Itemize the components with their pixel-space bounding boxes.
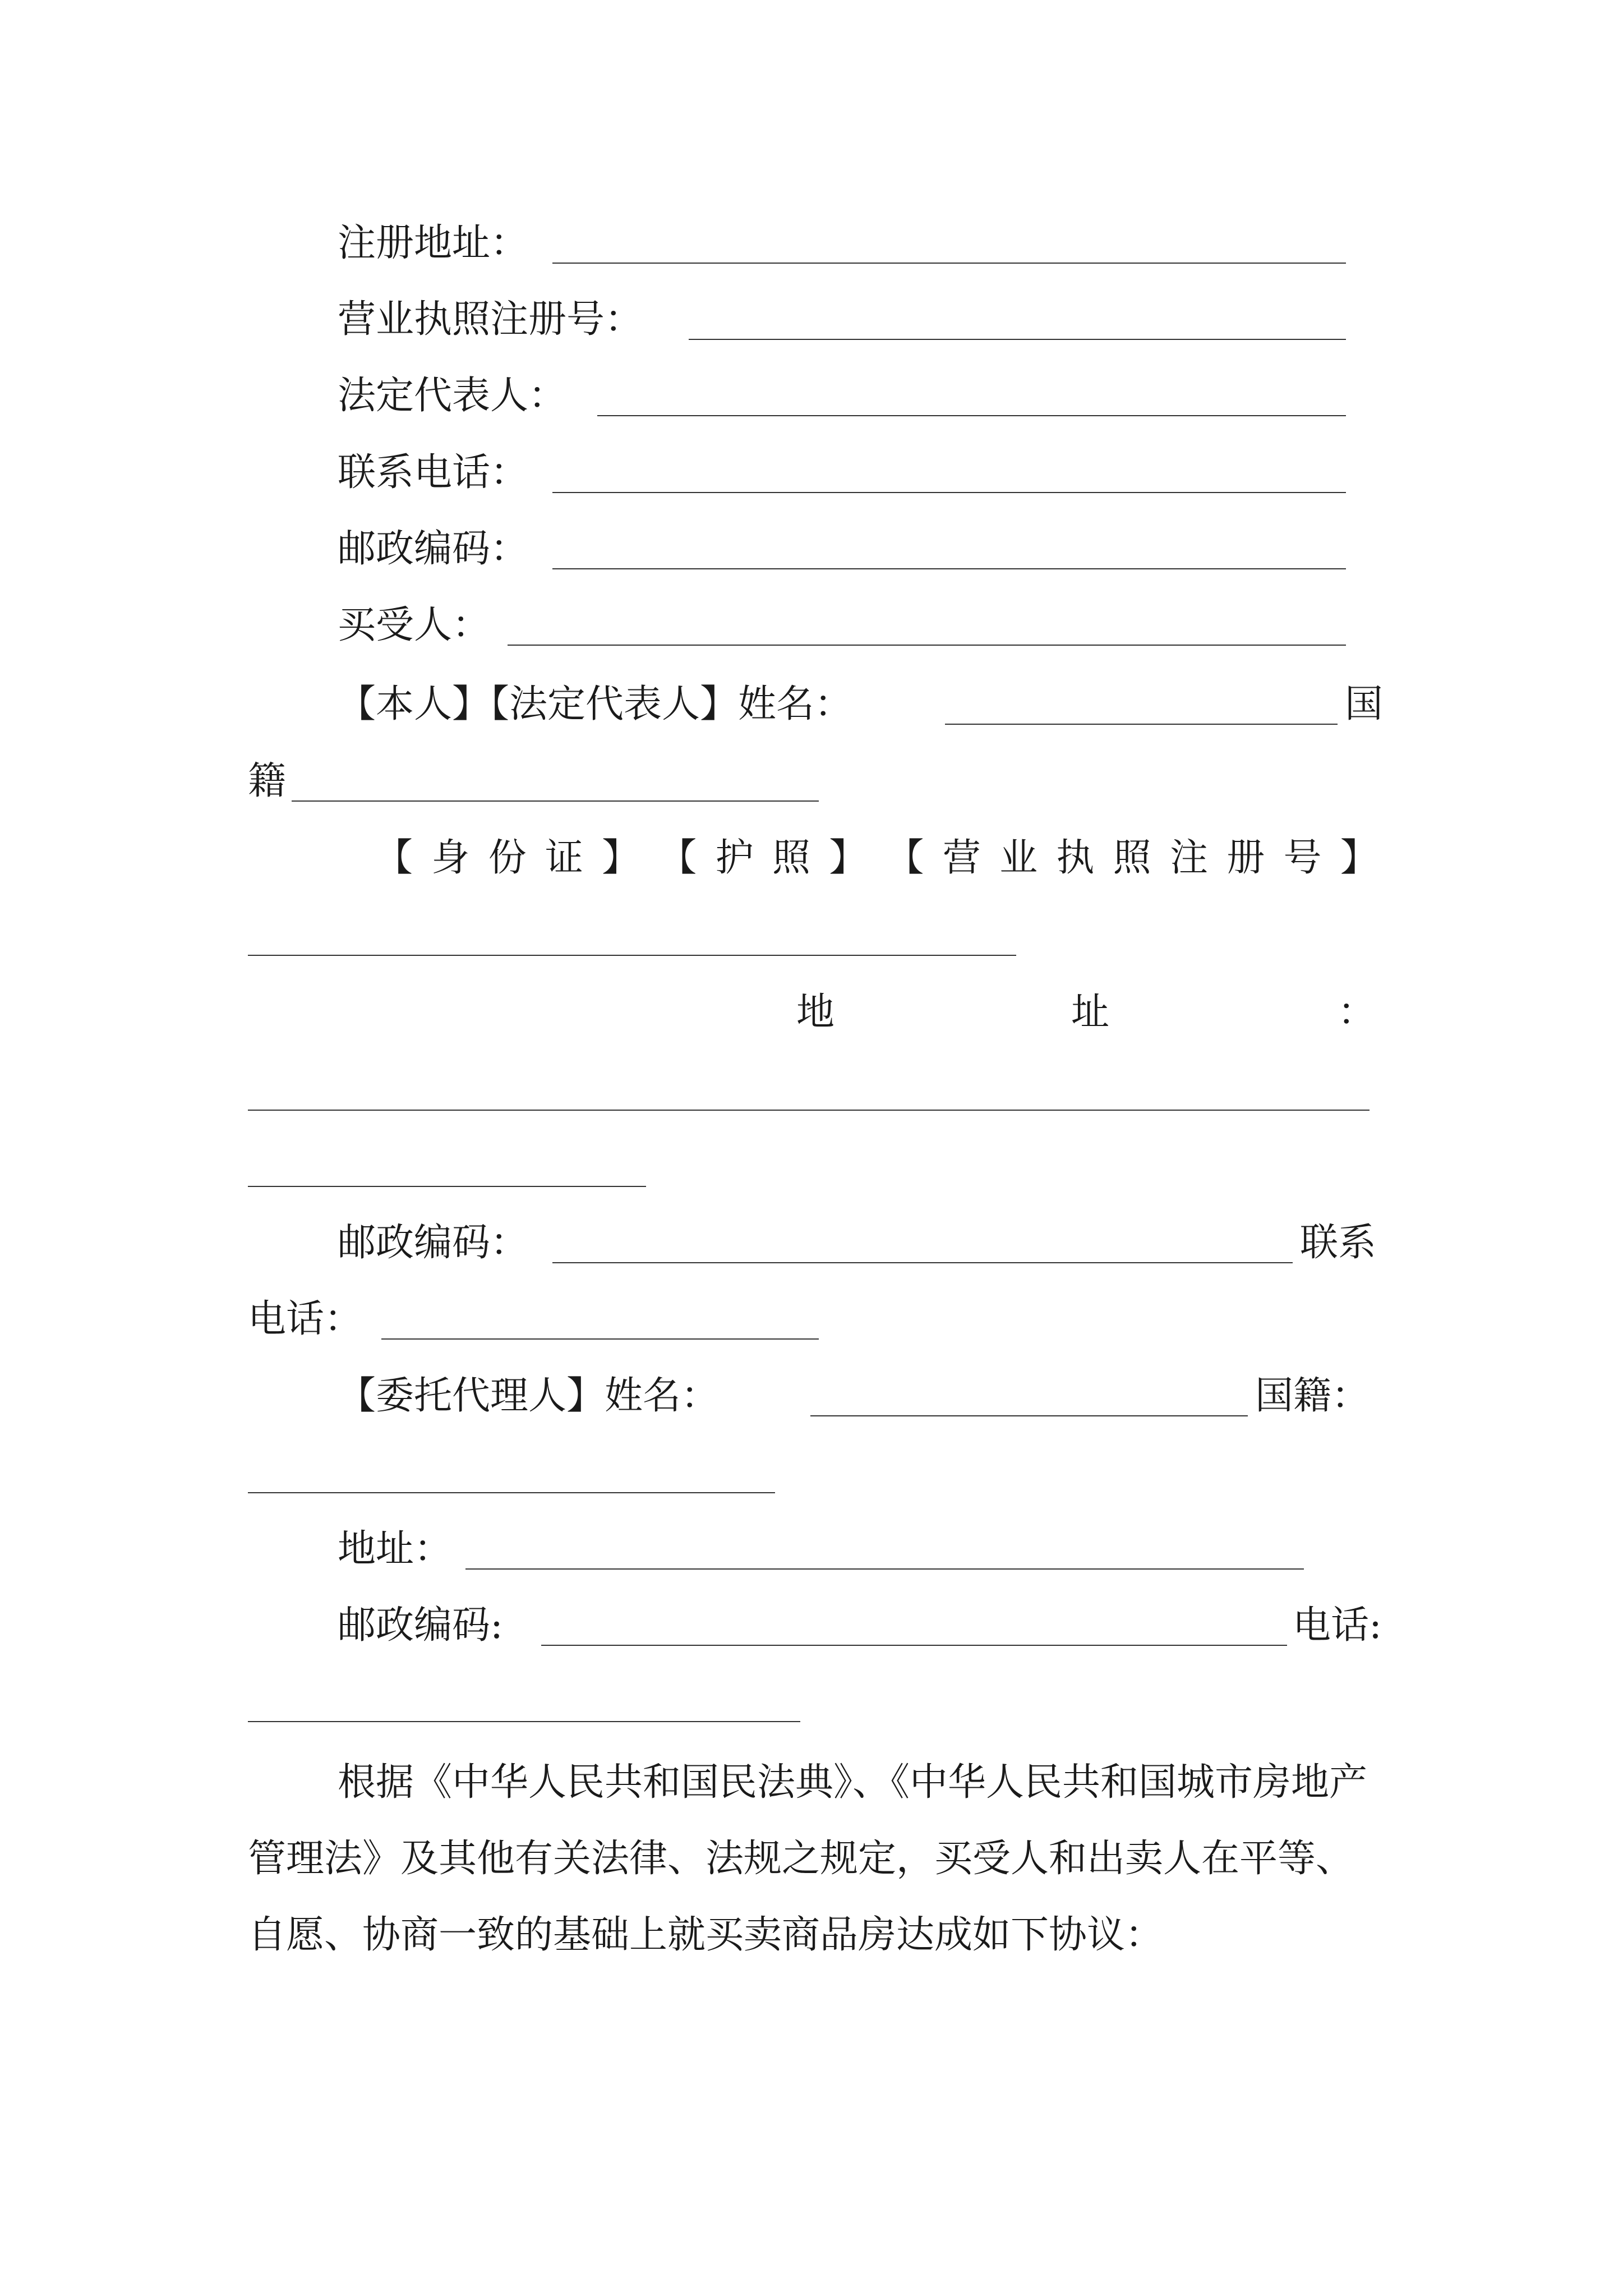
agent-name-label: 【委托代理人】姓名： [338, 1374, 720, 1418]
buyer-address-field-1[interactable] [248, 1110, 1370, 1111]
agent-postcode-label: 邮政编码: [338, 1603, 503, 1648]
buyer-id-type-label: 【 身 份 证 】 【 护 照 】 【 营 业 执 照 注 册 号 】 [375, 836, 1378, 880]
agent-nationality-label: 国籍： [1255, 1374, 1370, 1418]
seller-postcode-label: 邮政编码： [338, 527, 529, 571]
agent-address-field[interactable] [465, 1568, 1304, 1570]
buyer-nationality-label-2: 籍 [248, 759, 287, 803]
reg-address-label: 注册地址： [338, 221, 529, 265]
agent-postcode-field[interactable] [541, 1645, 1287, 1646]
buyer-phone-field[interactable] [381, 1338, 819, 1340]
seller-phone-field[interactable] [552, 492, 1346, 493]
reg-address-field[interactable] [552, 263, 1346, 264]
agent-name-field[interactable] [810, 1415, 1248, 1416]
legal-rep-label: 法定代表人： [338, 374, 567, 418]
buyer-heading: 买受人： [338, 603, 491, 647]
buyer-address-char-3: ： [1338, 990, 1376, 1034]
agreement-text: 根据《中华人民共和国民法典》、《中华人民共和国城市房地产管理法》及其他有关法律、法规之规定，买受人和出卖人在平等、自愿、协商一致的基础上就买卖商品房达成如下协议： [248, 1760, 1368, 1957]
buyer-nationality-field[interactable] [292, 800, 819, 802]
agent-address-label: 地址： [338, 1527, 453, 1571]
agent-phone-field[interactable] [248, 1721, 800, 1722]
buyer-name-field[interactable] [945, 724, 1338, 725]
agent-nationality-field[interactable] [248, 1492, 775, 1493]
legal-rep-field[interactable] [597, 415, 1346, 416]
buyer-phone-label-1: 联系 [1300, 1221, 1377, 1265]
buyer-postcode-label: 邮政编码： [338, 1221, 529, 1265]
buyer-field[interactable] [508, 645, 1346, 646]
agent-phone-label: 电话: [1293, 1603, 1382, 1648]
buyer-postcode-field[interactable] [552, 1262, 1293, 1263]
agreement-paragraph [248, 1745, 1386, 1973]
buyer-nationality-label-1: 国 [1345, 682, 1384, 726]
buyer-phone-label-2: 电话： [248, 1297, 363, 1341]
buyer-address-field-2[interactable] [248, 1186, 646, 1187]
seller-postcode-field[interactable] [552, 568, 1346, 569]
license-no-field[interactable] [689, 339, 1346, 340]
buyer-address-char-2: 址 [1071, 990, 1110, 1034]
license-no-label: 营业执照注册号： [338, 297, 643, 342]
buyer-name-label: 【本人】【法定代表人】姓名： [338, 682, 853, 726]
buyer-id-field[interactable] [248, 955, 1016, 956]
seller-phone-label: 联系电话： [338, 450, 529, 495]
buyer-address-char-1: 地 [796, 990, 835, 1034]
